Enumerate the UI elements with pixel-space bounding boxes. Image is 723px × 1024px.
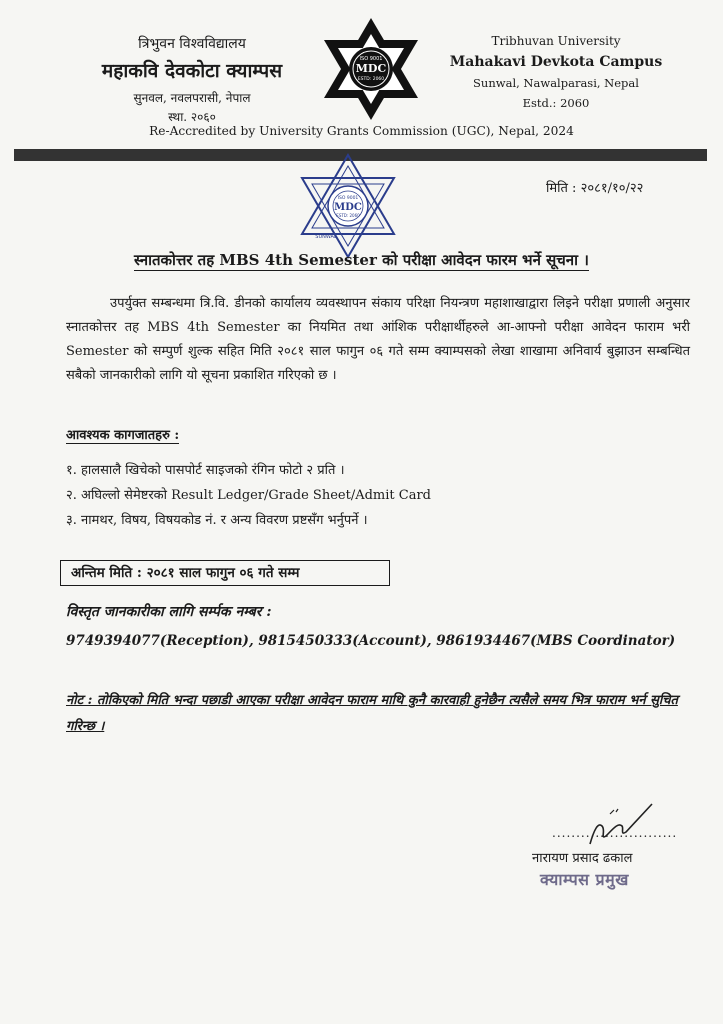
university-name-np: त्रिभुवन विश्वविद्यालय <box>138 36 246 52</box>
contact-heading: विस्तृत जानकारीका लागि सर्म्पक नम्बर : <box>66 604 272 620</box>
estd-en: Estd.: 2060 <box>522 96 590 110</box>
estd-np: स्था. २०६० <box>168 110 216 124</box>
seal-text-bottom: SUNWAL <box>315 234 337 240</box>
notice-body-text: उपर्युक्त सम्बन्धमा त्रि.वि. डीनको कार्यालय व्यवस्थापन संकाय परिक्षा नियन्त्रण महाशाखाद्वारा लिइने परीक्षा प्रणाली अनुसार स्नातकोत्तर तह MBS 4th Semester का नियमित तथा आंशिक परीक्षार्थीहरुले आ-आफ्नो परीक्षा आवेदन फाराम भरी Semester को सम्पुर्ण शुल्क सहित मिति २०८१ साल फागुन ०६ गते सम्म क्याम्पसको लेखा शाखामा अनिवार्य बुझाउन सम्बन्धित सबैको जानकारीको लागि यो सूचना प्रकाशित गरिएको छ । <box>66 296 690 383</box>
notice-title <box>0 250 723 270</box>
signature-icon <box>580 800 660 850</box>
campus-logo-icon <box>318 14 424 124</box>
signatory-name: नारायण प्रसाद ढकाल <box>532 851 633 866</box>
list-item: २. अघिल्लो सेमेष्टरको Result Ledger/Grade Sheet/Admit Card <box>66 488 431 503</box>
list-item: ३. नामथर, विषय, विषयकोड नं. र अन्य विवरण प्रष्टसँग भर्नुपर्ने । <box>66 513 368 528</box>
notice-note <box>66 688 696 740</box>
documents-list <box>66 458 431 533</box>
logo-text-2: MDC <box>355 62 387 75</box>
logo-text-1: ISO 9001 <box>359 56 383 62</box>
address-np: सुनवल, नवलपरासी, नेपाल <box>133 91 251 105</box>
seal-text-3: ESTD: 2060 <box>336 213 360 218</box>
documents-heading <box>66 425 179 443</box>
accreditation-line: Re-Accredited by University Grants Commission (UGC), Nepal, 2024 <box>149 124 574 138</box>
campus-name-np: महाकवि देवकोटा क्याम्पस <box>101 60 283 82</box>
deadline-box: अन्तिम मिति : २०८१ साल फागुन ०६ गते सम्म <box>60 560 390 586</box>
campus-seal-icon <box>296 152 400 260</box>
seal-text-2: MDC <box>334 202 362 213</box>
university-name-en: Tribhuvan University <box>491 34 621 48</box>
campus-name-en: Mahakavi Devkota Campus <box>449 54 663 70</box>
notice-title-text: स्नातकोत्तर तह MBS 4th Semester को परीक्षा आवेदन फारम भर्ने सूचना । <box>134 251 589 269</box>
address-en: Sunwal, Nawalparasi, Nepal <box>473 76 639 90</box>
list-item: १. हालसालै खिचेको पासपोर्ट साइजको रंगिन फोटो २ प्रति । <box>66 463 345 478</box>
logo-text-3: ESTD: 2060 <box>357 77 385 82</box>
header-right-block <box>430 34 682 110</box>
seal-text-1: ISO 9001 <box>337 196 359 201</box>
documents-heading-text: आवश्यक कागजातहरु : <box>66 428 180 443</box>
contact-numbers: 9749394077(Reception), 9815450333(Account), 9861934467(MBS Coordinator) <box>66 633 676 649</box>
header-left-block <box>72 34 312 125</box>
signature-dots: .......................... <box>552 826 678 840</box>
campus-chief-stamp: क्याम्पस प्रमुख <box>540 870 629 889</box>
notice-body <box>66 292 690 388</box>
notice-date: मिति : २०८१/१०/२२ <box>546 181 644 196</box>
notice-note-text: नोट : तोकिएको मिति भन्दा पछाडी आएका परीक्षा आवेदन फाराम माथि कुनै कारवाही हुनेछैन त्यसैले समय भित्र फाराम भर्न सुचित गरिन्छ । <box>66 693 678 734</box>
